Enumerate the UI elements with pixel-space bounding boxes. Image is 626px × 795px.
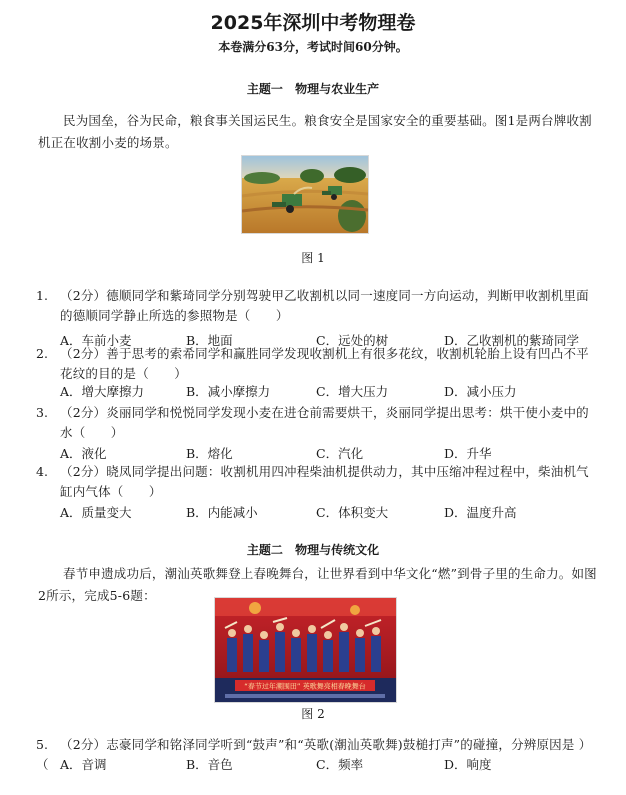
figure2-dance-photo — [214, 597, 397, 703]
question-4-options — [60, 503, 600, 523]
option-d[interactable]: D．减小压力 — [444, 384, 517, 399]
question-number: 1. — [36, 288, 48, 303]
figure2-caption: 图 2 — [301, 707, 325, 721]
question-3-options — [60, 444, 600, 464]
figure1-harvester-photo — [241, 155, 369, 234]
question-text: （2分）善于思考的索希同学和赢胜同学发现收割机上有很多花纹，收割机轮胎上设有凹凸不平花纹的目的是（ ） — [60, 346, 589, 381]
option-b[interactable]: B．内能减小 — [186, 505, 258, 520]
question-text: （2分）德顺同学和紫琦同学分别驾驶甲乙收割机以同一速度同一方向运动，判断甲收割机里面的德顺同学静止所选的参照物是（ ） — [60, 288, 589, 323]
topic1-intro: 民为国垒，谷为民命，粮食事关国运民生。粮食安全是国家安全的重要基础。图1是两台牌收割机正在收割小麦的场景。 — [38, 113, 592, 150]
option-c[interactable]: C．汽化 — [316, 446, 364, 461]
option-b[interactable]: B．音色 — [186, 757, 233, 772]
option-a[interactable]: A．音调 — [60, 757, 107, 772]
option-c[interactable]: C．远处的树 — [316, 333, 389, 348]
topic1-heading: 主题一 物理与农业生产 — [246, 82, 380, 96]
question-3 — [36, 403, 596, 443]
option-d[interactable]: D．响度 — [444, 757, 492, 772]
question-number: 5. — [36, 737, 48, 752]
yingge-dance-illustration — [215, 598, 396, 702]
topic2-heading: 主题二 物理与传统文化 — [246, 543, 380, 557]
figure1-caption: 图 1 — [301, 251, 325, 265]
question-number: 4. — [36, 464, 48, 479]
question-text: （2分）晓凤同学提出问题：收割机用四冲程柴油机提供动力，其中压缩冲程过程中，柴油机气缸内气体（ ） — [60, 464, 589, 499]
option-b[interactable]: B．地面 — [186, 333, 233, 348]
question-5-paren: （ — [36, 757, 49, 772]
option-d[interactable]: D．乙收割机的紫琦同学 — [444, 333, 580, 348]
question-text: （2分）志豪同学和铭泽同学听到“鼓声”和“英歌(潮汕英歌舞)鼓槌打声”的碰撞，分辨原因是 ） — [60, 737, 592, 752]
question-2 — [36, 344, 596, 384]
question-text: （2分）炎丽同学和悦悦同学发现小麦在进仓前需要烘干，炎丽同学提出思考：烘干使小麦中的水（ ） — [60, 405, 589, 440]
option-a[interactable]: A．车前小麦 — [60, 333, 132, 348]
harvester-illustration — [242, 156, 368, 233]
option-c[interactable]: C．体积变大 — [316, 505, 389, 520]
question-4 — [36, 462, 596, 502]
option-d[interactable]: D．升华 — [444, 446, 492, 461]
option-a[interactable]: A．液化 — [60, 446, 107, 461]
option-c[interactable]: C．频率 — [316, 757, 364, 772]
exam-subtitle: 本卷满分63分，考试时间60分钟。 — [218, 40, 408, 54]
exam-title: 2025年深圳中考物理卷 — [210, 12, 416, 34]
option-a[interactable]: A．质量变大 — [60, 505, 132, 520]
question-2-options — [60, 382, 600, 402]
banner-text: “春节过年潮围田” 英歌舞亮相春晚舞台 — [244, 682, 366, 691]
question-1 — [36, 286, 596, 326]
question-number: 3. — [36, 405, 48, 420]
topic2-intro: 春节申遗成功后，潮汕英歌舞登上春晚舞台，让世界看到中华文化“燃”到骨子里的生命力。如图2所示，完成5-6题： — [38, 566, 597, 603]
option-c[interactable]: C．增大压力 — [316, 384, 389, 399]
option-b[interactable]: B．减小摩擦力 — [186, 384, 271, 399]
option-d[interactable]: D．温度升高 — [444, 505, 517, 520]
option-b[interactable]: B．熔化 — [186, 446, 233, 461]
question-5-options — [60, 755, 600, 775]
question-number: 2. — [36, 346, 48, 361]
question-5 — [36, 735, 596, 755]
option-a[interactable]: A．增大摩擦力 — [60, 384, 145, 399]
